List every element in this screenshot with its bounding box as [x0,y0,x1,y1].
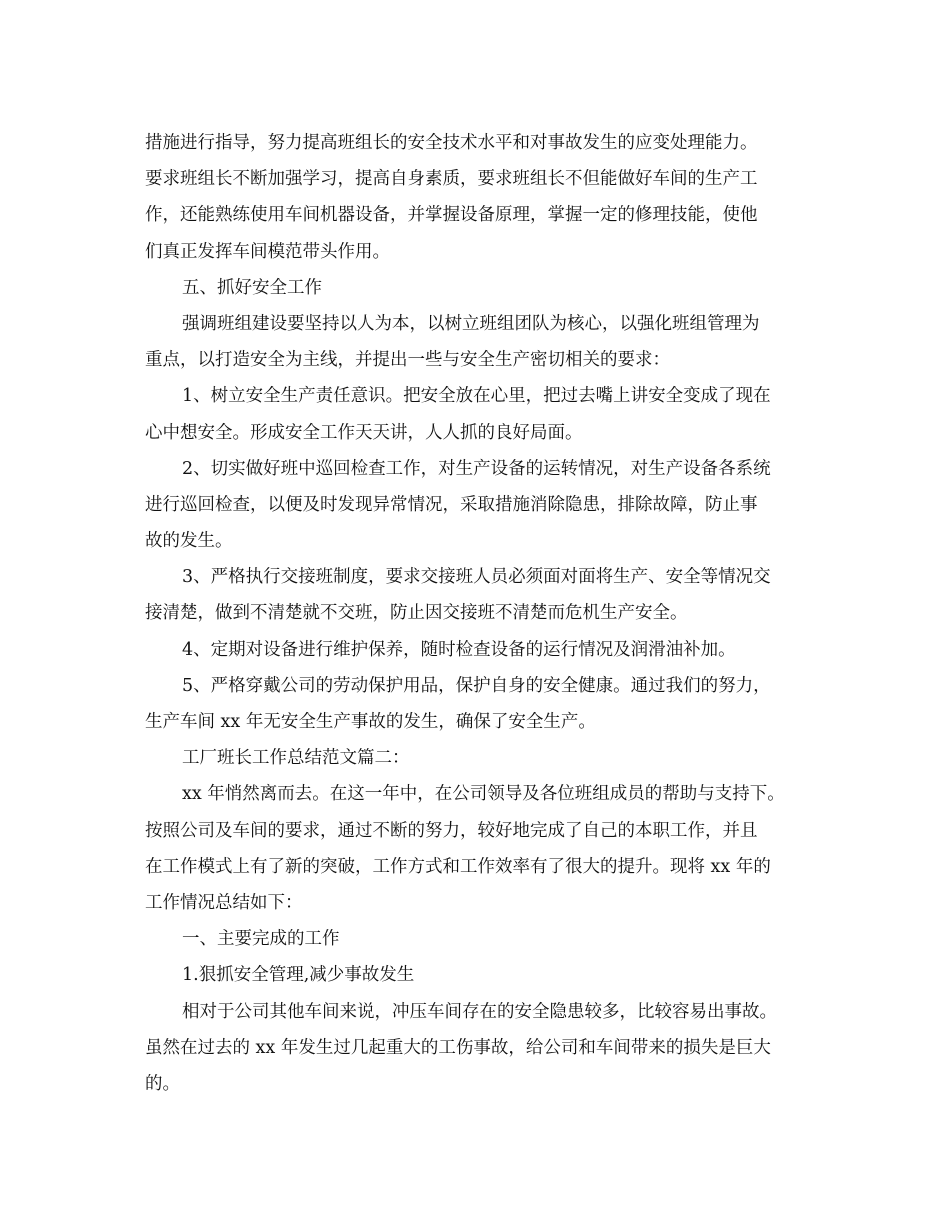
text-line: 心中想安全。形成安全工作天天讲，人人抓的良好局面。 [145,422,583,443]
text-line: 4、定期对设备进行维护保养，随时检查设备的运行情况及润滑油补加。 [182,639,736,660]
text-line: 故的发生。 [145,531,233,552]
text-line: 1、树立安全生产责任意识。把安全放在心里，把过去嘴上讲安全变成了现在 [182,386,771,407]
text-line: 生产车间 xx 年无安全生产事故的发生，确保了安全生产。 [145,712,596,732]
text-line: 进行巡回检查，以便及时发现异常情况，采取措施消除隐患，排除故障，防止事 [145,494,758,515]
text-line: 1.狠抓安全管理,减少事故发生 [182,965,415,986]
text-line: 虽然在过去的 xx 年发生过几起重大的工伤事故，给公司和车间带来的损失是巨大 [145,1037,771,1058]
text-line: 工厂班长工作总结范文篇二： [182,748,410,769]
text-line: 们真正发挥车间模范带头作用。 [145,241,390,262]
text-line: 重点，以打造安全为主线，并提出一些与安全生产密切相关的要求： [145,350,670,371]
document-body [145,125,815,1102]
text-line: 一、主要完成的工作 [182,929,340,950]
text-line: 按照公司及车间的要求，通过不断的努力，较好地完成了自己的本职工作，并且 [145,820,758,841]
text-line: 3、严格执行交接班制度，要求交接班人员必须面对面将生产、安全等情况交 [182,567,771,588]
text-line: 要求班组长不断加强学习，提高自身素质，要求班组长不但能做好车间的生产工 [145,169,758,190]
text-line: 强调班组建设要坚持以人为本，以树立班组团队为核心，以强化班组管理为 [182,313,760,334]
text-line: 五、抓好安全工作 [182,277,322,298]
text-line: 作，还能熟练使用车间机器设备，并掌握设备原理，掌握一定的修理技能，使他 [145,205,758,226]
text-line: 措施进行指导，努力提高班组长的安全技术水平和对事故发生的应变处理能力。 [145,133,758,153]
text-line: 2、切实做好班中巡回检查工作，对生产设备的运转情况，对生产设备各系统 [182,458,771,479]
text-line: 接清楚，做到不清楚就不交班，防止因交接班不清楚而危机生产安全。 [145,603,688,624]
text-line: 工作情况总结如下： [145,892,303,913]
text-line: 在工作模式上有了新的突破，工作方式和工作效率有了很大的提升。现将 xx 年的 [145,856,771,877]
text-line: 5、严格穿戴公司的劳动保护用品，保护自身的安全健康。通过我们的努力， [182,675,771,696]
text-line: 的。 [145,1073,180,1094]
text-line: 相对于公司其他车间来说，冲压车间存在的安全隐患较多，比较容易出事故。 [182,1001,777,1022]
text-line: xx 年悄然离而去。在这一年中，在公司领导及各位班组成员的帮助与支持下。 [182,784,785,805]
